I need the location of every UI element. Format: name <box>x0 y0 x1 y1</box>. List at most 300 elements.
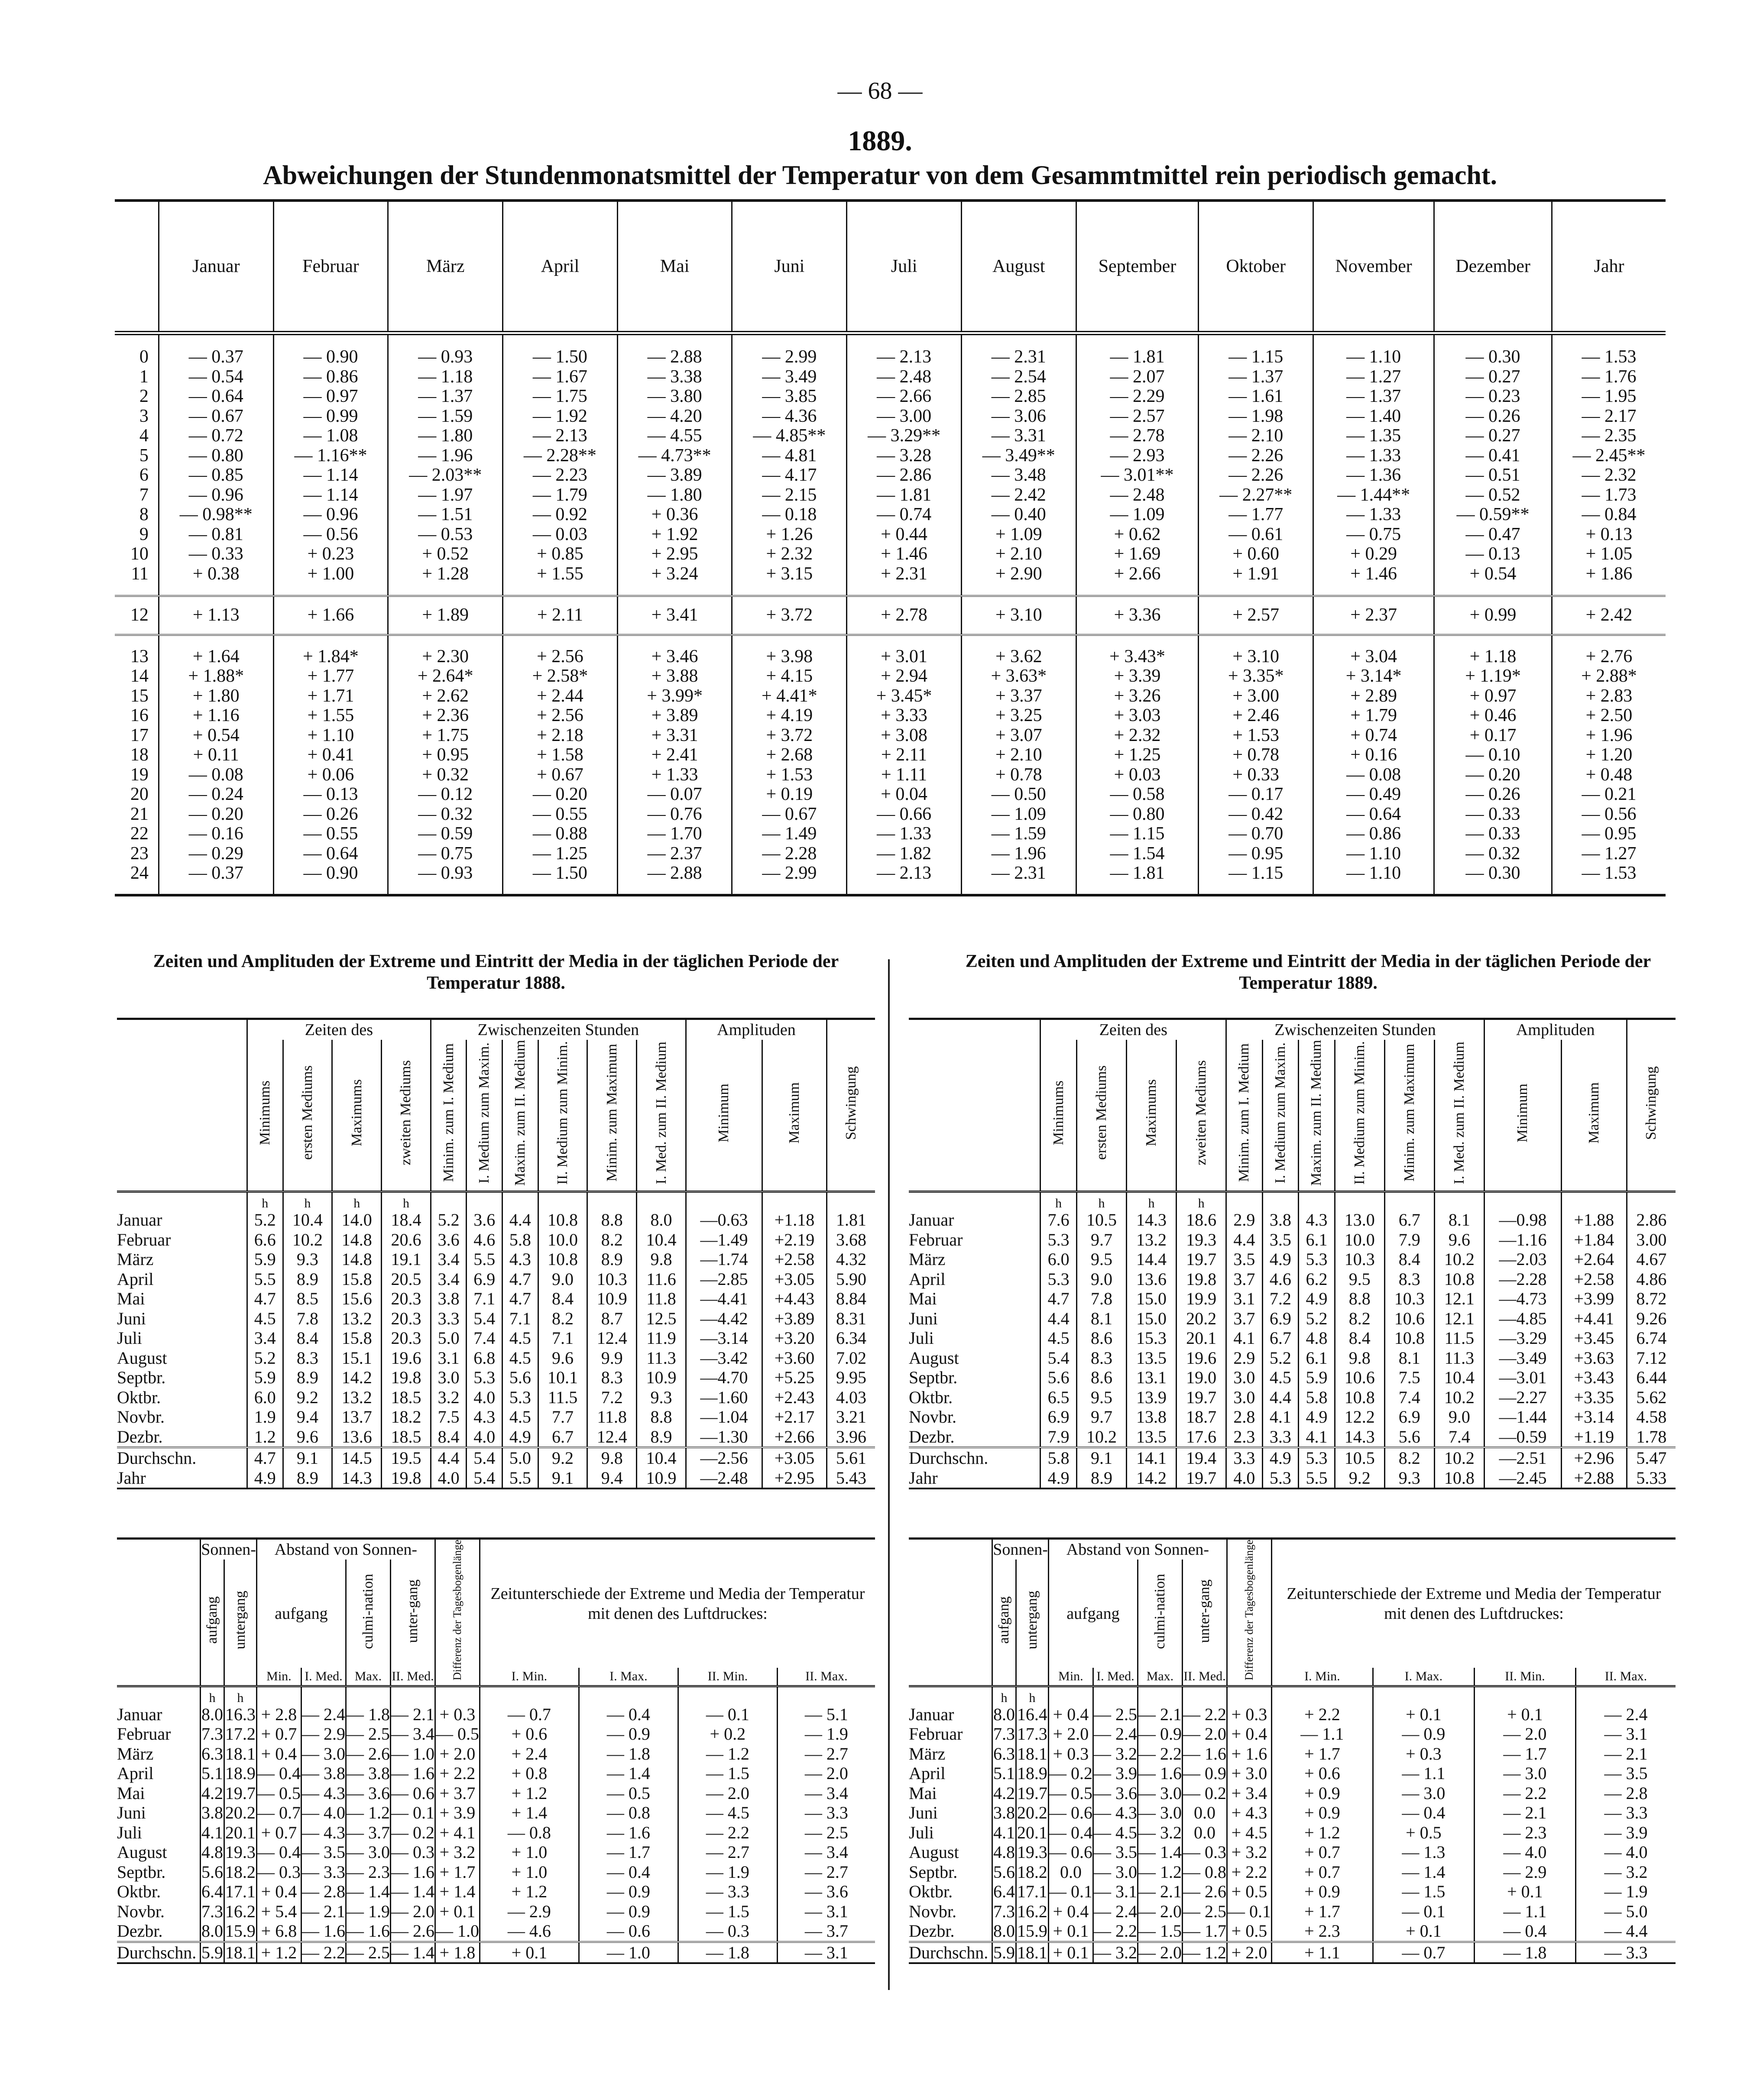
table-row <box>117 1230 875 1250</box>
column-header: Minimums <box>1050 1080 1066 1145</box>
value-cell: — 3.3 <box>1575 1803 1676 1823</box>
value-cell: 10.8 <box>1434 1468 1484 1489</box>
column-header: ersten Mediums <box>1093 1065 1109 1160</box>
month-header: Dezember <box>1434 201 1552 333</box>
value-cell: 5.62 <box>1627 1388 1676 1408</box>
value-cell: 5.9 <box>1299 1368 1335 1388</box>
value-cell: 8.9 <box>283 1468 332 1489</box>
value-cell: 13.2 <box>332 1309 382 1329</box>
summary-row <box>909 1942 1676 1964</box>
value-cell: 9.8 <box>1335 1348 1384 1368</box>
value-cell: 4.58 <box>1627 1407 1676 1427</box>
value-cell: + 2.11 <box>503 596 618 635</box>
value-cell: 12.4 <box>587 1427 637 1448</box>
value-cell: 5.5 <box>247 1269 283 1289</box>
value-cell: + 4.5 <box>1227 1823 1271 1843</box>
value-cell: 3.8 <box>992 1803 1016 1823</box>
value-cell: 4.2 <box>992 1783 1016 1803</box>
year-heading: 1889. <box>848 125 912 157</box>
value-cell: + 1.7 <box>1271 1744 1373 1764</box>
value-cell: 8.8 <box>587 1210 637 1230</box>
value-cell: 7.9 <box>1040 1427 1077 1448</box>
value-cell: 12.1 <box>1434 1309 1484 1329</box>
value-cell: 4.6 <box>467 1230 502 1250</box>
month-label: Januar <box>117 1210 162 1230</box>
value-cell: 3.1 <box>431 1348 467 1368</box>
value-cell: + 0.7 <box>1271 1862 1373 1882</box>
value-cell: 5.3 <box>1262 1468 1299 1489</box>
value-cell: — 2.88 — 3.38 — 3.80 — 4.20 — 4.55 — 4.73** — 3.89 — 1.80 + 0.36 + 1.92 + 2.95 + 3.24 <box>617 333 732 596</box>
value-cell: 4.9 <box>1040 1468 1077 1489</box>
value-cell: — 4.0 <box>1474 1842 1575 1862</box>
value-cell: — 3.5 <box>301 1842 345 1862</box>
value-cell: + 0.4 <box>1048 1902 1093 1922</box>
value-cell: 20.2 <box>1177 1309 1226 1329</box>
table-row <box>909 1724 1676 1744</box>
value-cell: — 0.6 <box>1049 1803 1092 1823</box>
value-cell: 8.4 <box>538 1289 587 1309</box>
value-cell: 4.3 <box>467 1407 502 1427</box>
value-cell: 7.8 <box>283 1309 332 1329</box>
value-cell: + 3.10 <box>961 596 1076 635</box>
table-row <box>909 1230 1676 1250</box>
value-cell: — 2.3 <box>346 1862 390 1882</box>
value-cell: + 0.6 <box>480 1724 579 1744</box>
value-cell: + 1.6 <box>1227 1744 1271 1764</box>
value-cell: + 4.1 <box>435 1823 480 1843</box>
unit-label: h <box>332 1192 382 1210</box>
value-cell: + 0.1 <box>1474 1882 1575 1902</box>
value-cell: 15.3 <box>1126 1328 1176 1348</box>
value-cell: 5.3 <box>1299 1447 1335 1468</box>
value-cell: 9.95 <box>827 1368 875 1388</box>
value-cell: 5.0 <box>431 1328 467 1348</box>
table-row <box>117 1427 875 1448</box>
month-label: Novbr. <box>117 1901 165 1921</box>
value-cell: — 0.4 <box>1474 1921 1575 1942</box>
table-row <box>115 333 1666 596</box>
month-label: Februar <box>117 1230 171 1249</box>
value-cell: + 1.1 <box>1271 1942 1373 1964</box>
value-cell: +2.96 <box>1562 1447 1627 1468</box>
value-cell: + 3.7 <box>435 1783 480 1803</box>
value-cell: 18.2 <box>382 1407 431 1427</box>
value-cell: 19.3 <box>1177 1230 1226 1250</box>
value-cell: — 1.6 <box>391 1763 434 1783</box>
value-cell: + 1.4 <box>480 1803 579 1823</box>
value-cell: + 2.2 <box>1271 1705 1373 1725</box>
value-cell: — 1.4 <box>579 1763 678 1783</box>
value-cell: — 3.8 <box>346 1763 390 1783</box>
column-header: Differenz der Tagesbogenlänge <box>451 1540 463 1680</box>
value-cell: — 0.8 <box>1183 1862 1226 1882</box>
value-cell: —4.73 <box>1484 1289 1561 1309</box>
value-cell: 9.5 <box>1076 1388 1126 1408</box>
value-cell: — 1.3 <box>1373 1842 1474 1862</box>
value-cell: + 0.5 <box>1373 1823 1474 1843</box>
value-cell: — 2.7 <box>777 1862 875 1882</box>
value-cell: 5.6 <box>1040 1368 1077 1388</box>
value-cell: — 2.5 <box>1093 1704 1137 1724</box>
value-cell: 4.5 <box>1040 1328 1077 1348</box>
value-cell: — 3.0 <box>1474 1763 1575 1783</box>
table-row <box>117 1763 875 1783</box>
value-cell: — 2.0 <box>391 1901 434 1921</box>
value-cell: — 0.4 <box>257 1842 301 1862</box>
value-cell: — 3.0 <box>301 1744 345 1763</box>
value-cell: 9.5 <box>1335 1269 1384 1289</box>
month-label: Februar <box>909 1724 963 1744</box>
column-header: Maxim. zum II. Medium <box>512 1040 528 1186</box>
group-amplituden: Amplituden <box>686 1019 827 1040</box>
value-cell: +3.99 <box>1562 1289 1627 1309</box>
value-cell: — 4.6 <box>480 1921 579 1942</box>
value-cell: 13.2 <box>1126 1230 1176 1250</box>
value-cell: 4.6 <box>1262 1269 1299 1289</box>
value-cell: 4.86 <box>1627 1269 1676 1289</box>
value-cell: + 3.72 <box>732 596 847 635</box>
value-cell: +4.41 <box>1562 1309 1627 1329</box>
month-header: Juni <box>732 201 847 333</box>
value-cell: 8.9 <box>283 1368 332 1388</box>
unit-label: h <box>1076 1192 1126 1210</box>
value-cell: — 3.1 <box>777 1902 875 1922</box>
value-cell: — 2.9 <box>1474 1862 1575 1882</box>
value-cell: +2.43 <box>762 1388 827 1408</box>
value-cell: 7.5 <box>1384 1368 1434 1388</box>
value-cell: — 1.2 <box>1182 1942 1227 1964</box>
value-cell: —4.70 <box>686 1368 762 1388</box>
value-cell: 8.0 <box>201 1921 224 1942</box>
sun-1888-table <box>117 1537 875 1964</box>
value-cell: 5.6 <box>201 1862 224 1882</box>
table-row <box>909 1823 1676 1843</box>
value-cell: 4.4 <box>1262 1388 1299 1408</box>
value-cell: — 1.6 <box>346 1921 390 1942</box>
table-row <box>909 1388 1676 1408</box>
value-cell: 19.3 <box>1016 1842 1048 1862</box>
extremes-1888-title: Zeiten und Amplituden der Extreme und Eintritt der Media in der täglichen Periode der Temperatur 1888. <box>153 951 839 993</box>
value-cell: 6.7 <box>1262 1328 1299 1348</box>
value-cell: — 0.1 <box>1227 1901 1271 1921</box>
column-header: Maximums <box>1143 1079 1160 1147</box>
value-cell: — 2.9 <box>301 1724 345 1744</box>
table-row <box>115 596 1666 635</box>
value-cell: +3.14 <box>1562 1407 1627 1427</box>
value-cell: 8.4 <box>283 1328 332 1348</box>
value-cell: — 1.2 <box>1138 1862 1182 1882</box>
value-cell: — 0.1 <box>678 1705 777 1725</box>
value-cell: 13.6 <box>332 1427 382 1448</box>
value-cell: +4.43 <box>762 1289 827 1309</box>
value-cell: 14.8 <box>332 1249 382 1269</box>
month-header: Juli <box>847 201 962 333</box>
column-header: ersten Mediums <box>299 1065 315 1160</box>
value-cell: +2.58 <box>762 1249 827 1269</box>
month-label: März <box>909 1249 946 1269</box>
table-row <box>117 1823 875 1843</box>
table-row <box>909 1705 1676 1725</box>
value-cell: — 0.7 <box>257 1803 301 1823</box>
value-cell: +2.66 <box>762 1427 827 1448</box>
value-cell: — 4.0 <box>301 1803 345 1823</box>
value-cell: 7.4 <box>1384 1388 1434 1408</box>
value-cell: 15.8 <box>332 1328 382 1348</box>
table-row <box>117 1705 875 1725</box>
value-cell: 6.4 <box>201 1882 224 1902</box>
value-cell: + 1.8 <box>435 1942 480 1964</box>
value-cell: — 3.3 <box>678 1882 777 1902</box>
value-cell: 6.34 <box>827 1328 875 1348</box>
value-cell: 17.3 <box>1016 1724 1048 1744</box>
value-cell: + 3.9 <box>435 1803 480 1823</box>
table-row <box>117 1902 875 1922</box>
value-cell: 16.4 <box>1016 1705 1048 1725</box>
value-cell: + 0.1 <box>435 1902 480 1922</box>
value-cell: —1.30 <box>686 1427 762 1448</box>
value-cell: 5.6 <box>992 1862 1016 1882</box>
subheader: II. Min. <box>678 1668 777 1686</box>
value-cell: — 2.4 <box>1093 1901 1137 1921</box>
value-cell: + 3.46 + 3.88 + 3.99* + 3.89 + 3.31 + 2.41 + 1.33 — 0.07 — 0.76 — 1.70 — 2.37 — 2.88 <box>617 635 732 895</box>
value-cell: — 1.1 <box>1271 1724 1373 1744</box>
table-row <box>909 1249 1676 1269</box>
value-cell: — 3.5 <box>1093 1842 1137 1862</box>
value-cell: 8.0 <box>201 1705 224 1725</box>
table-row <box>909 1348 1676 1368</box>
value-cell: + 2.0 <box>1048 1724 1093 1744</box>
value-cell: 8.1 <box>1076 1309 1126 1329</box>
value-cell: —0.98 <box>1484 1210 1561 1230</box>
value-cell: 5.8 <box>1040 1447 1077 1468</box>
month-label: April <box>117 1763 154 1783</box>
value-cell: + 2.4 <box>480 1744 579 1764</box>
value-cell: 4.1 <box>1299 1427 1335 1448</box>
value-cell: 15.8 <box>332 1269 382 1289</box>
value-cell: 12.5 <box>637 1309 686 1329</box>
month-label: Juli <box>909 1328 934 1348</box>
value-cell: 5.4 <box>467 1309 502 1329</box>
value-cell: 20.2 <box>1016 1803 1048 1823</box>
value-cell: 5.2 <box>1262 1348 1299 1368</box>
value-cell: 10.2 <box>1434 1388 1484 1408</box>
value-cell: 19.9 <box>1177 1289 1226 1309</box>
subheader: II. Max. <box>777 1668 875 1686</box>
summary-row <box>117 1447 875 1468</box>
value-cell: — 1.8 <box>1474 1942 1575 1964</box>
value-cell: + 3.0 <box>1227 1763 1271 1783</box>
value-cell: 5.6 <box>1384 1427 1434 1448</box>
value-cell: 19.1 <box>382 1249 431 1269</box>
value-cell: — 3.0 <box>1138 1783 1182 1803</box>
value-cell: 3.7 <box>1226 1309 1263 1329</box>
month-label: Juli <box>909 1822 934 1842</box>
value-cell: 6.9 <box>1262 1309 1299 1329</box>
value-cell: 15.9 <box>224 1921 256 1942</box>
value-cell: — 3.3 <box>777 1803 875 1823</box>
value-cell: 9.0 <box>1434 1407 1484 1427</box>
table-row <box>117 1921 875 1942</box>
table-row <box>909 1744 1676 1764</box>
value-cell: 4.0 <box>467 1427 502 1448</box>
value-cell: — 0.5 <box>579 1783 678 1803</box>
value-cell: 10.3 <box>587 1269 637 1289</box>
value-cell: 14.4 <box>1126 1249 1176 1269</box>
value-cell: 13.0 <box>1335 1210 1384 1230</box>
value-cell: 3.00 <box>1627 1230 1676 1250</box>
value-cell: 8.8 <box>1335 1289 1384 1309</box>
value-cell: —0.63 <box>686 1210 762 1230</box>
month-label: Mai <box>117 1289 145 1309</box>
subheader: I. Min. <box>480 1668 579 1686</box>
value-cell: — 1.0 <box>435 1921 480 1942</box>
subheader: Min. <box>256 1668 301 1686</box>
subheader: I. Med. <box>1093 1668 1138 1686</box>
value-cell: + 0.7 <box>1271 1842 1373 1862</box>
value-cell: —2.45 <box>1484 1468 1561 1489</box>
summary-label: Jahr <box>117 1468 146 1488</box>
subheader: Max. <box>1138 1668 1182 1686</box>
group-abstand: Abstand von Sonnen- <box>1048 1539 1227 1560</box>
value-cell: 5.4 <box>467 1468 502 1489</box>
value-cell: 19.7 <box>1177 1468 1226 1489</box>
value-cell: 11.5 <box>1434 1328 1484 1348</box>
value-cell: + 3.98 + 4.15 + 4.41* + 4.19 + 3.72 + 2.68 + 1.53 + 0.19 — 0.67 — 1.49 — 2.28 — 2.99 <box>732 635 847 895</box>
value-cell: 3.21 <box>827 1407 875 1427</box>
column-header: Minimums <box>256 1080 273 1145</box>
value-cell: 4.67 <box>1627 1249 1676 1269</box>
value-cell: — 1.10 — 1.27 — 1.37 — 1.40 — 1.35 — 1.33 — 1.36 — 1.44** — 1.33 — 0.75 + 0.29 + 1.46 <box>1313 333 1434 596</box>
month-label: Juli <box>117 1822 142 1842</box>
value-cell: 9.7 <box>1076 1230 1126 1250</box>
value-cell: 15.0 <box>1126 1289 1176 1309</box>
value-cell: — 1.6 <box>1138 1763 1182 1783</box>
value-cell: 9.5 <box>1076 1249 1126 1269</box>
value-cell: 5.61 <box>827 1447 875 1468</box>
value-cell: 5.3 <box>502 1388 538 1408</box>
value-cell: 4.5 <box>502 1328 538 1348</box>
table-row <box>117 1388 875 1408</box>
value-cell: — 1.2 <box>346 1803 390 1823</box>
value-cell: 6.44 <box>1627 1368 1676 1388</box>
value-cell: 8.6 <box>1076 1368 1126 1388</box>
value-cell: 9.0 <box>1076 1269 1126 1289</box>
value-cell: — 0.30 — 0.27 — 0.23 — 0.26 — 0.27 — 0.41 — 0.51 — 0.52 — 0.59** — 0.47 — 0.13 + 0.54 <box>1434 333 1552 596</box>
value-cell: 7.1 <box>467 1289 502 1309</box>
group-abstand: Abstand von Sonnen- <box>256 1539 435 1560</box>
value-cell: 4.3 <box>1299 1210 1335 1230</box>
value-cell: 3.8 <box>431 1289 467 1309</box>
value-cell: + 2.37 <box>1313 596 1434 635</box>
value-cell: — 1.53 — 1.76 — 1.95 — 2.17 — 2.35 — 2.45** — 2.32 — 1.73 — 0.84 + 0.13 + 1.05 + 1.86 <box>1552 333 1666 596</box>
value-cell: +3.89 <box>762 1309 827 1329</box>
value-cell: 10.5 <box>1335 1447 1384 1468</box>
value-cell: 5.9 <box>247 1249 283 1269</box>
value-cell: +3.05 <box>762 1269 827 1289</box>
value-cell: 14.3 <box>1335 1427 1384 1448</box>
value-cell: + 2.57 <box>1199 596 1313 635</box>
value-cell: 10.8 <box>1434 1269 1484 1289</box>
value-cell: — 3.6 <box>346 1783 390 1803</box>
value-cell: 4.9 <box>1262 1447 1299 1468</box>
unit-label: h <box>992 1686 1016 1705</box>
value-cell: 5.4 <box>467 1447 502 1468</box>
value-cell: — 3.0 <box>346 1842 390 1862</box>
column-divider <box>888 959 890 1990</box>
value-cell: 1.81 <box>827 1210 875 1230</box>
value-cell: — 2.5 <box>1183 1901 1226 1921</box>
value-cell: — 2.5 <box>346 1942 390 1964</box>
value-cell: + 1.7 <box>1271 1902 1373 1922</box>
column-header: zweiten Mediums <box>398 1060 414 1165</box>
value-cell: — 1.6 <box>301 1921 346 1942</box>
value-cell: — 2.5 <box>346 1724 390 1744</box>
value-cell: 7.3 <box>992 1724 1016 1744</box>
column-header: aufgang <box>1048 1560 1138 1668</box>
value-cell: — 3.0 <box>1093 1862 1137 1882</box>
unit-label: h <box>1177 1192 1226 1210</box>
value-cell: — 2.0 <box>678 1783 777 1803</box>
value-cell: — 2.13 — 2.48 — 2.66 — 3.00 — 3.29** — 3.28 — 2.86 — 1.81 — 0.74 + 0.44 + 1.46 + 2.31 <box>847 333 962 596</box>
value-cell: 6.7 <box>1384 1210 1434 1230</box>
value-cell: 5.6 <box>502 1368 538 1388</box>
table-row <box>117 1744 875 1764</box>
column-header: Maximum <box>1585 1082 1602 1144</box>
value-cell: 8.4 <box>1384 1249 1434 1269</box>
value-cell: 20.2 <box>224 1803 256 1823</box>
value-cell: 7.4 <box>1434 1427 1484 1448</box>
value-cell: — 3.4 <box>777 1842 875 1862</box>
value-cell: — 1.4 <box>1138 1842 1182 1862</box>
value-cell: — 4.4 <box>1575 1921 1676 1942</box>
value-cell: — 4.3 <box>301 1783 345 1803</box>
value-cell: 3.0 <box>431 1368 467 1388</box>
value-cell: +2.58 <box>1562 1269 1627 1289</box>
value-cell: — 3.2 <box>1093 1942 1138 1964</box>
page-number: — 68 — <box>837 78 923 104</box>
value-cell: 8.31 <box>827 1309 875 1329</box>
value-cell: 8.0 <box>992 1705 1016 1725</box>
column-header: Minim. zum Maximum <box>1401 1044 1417 1182</box>
value-cell: 8.0 <box>992 1921 1016 1942</box>
value-cell: 8.9 <box>1076 1468 1126 1489</box>
value-cell: + 0.3 <box>1373 1744 1474 1764</box>
value-cell: 4.4 <box>431 1447 467 1468</box>
value-cell: 17.1 <box>224 1882 256 1902</box>
value-cell: — 0.7 <box>480 1705 579 1725</box>
value-cell: 6.9 <box>1384 1407 1434 1427</box>
value-cell: 2.86 <box>1627 1210 1676 1230</box>
value-cell: — 2.0 <box>777 1763 875 1783</box>
value-cell: 0.0 <box>1182 1803 1227 1823</box>
value-cell: 14.1 <box>1126 1447 1176 1468</box>
value-cell: 13.8 <box>1126 1407 1176 1427</box>
summary-row <box>117 1468 875 1489</box>
value-cell: +3.05 <box>762 1447 827 1468</box>
value-cell: + 1.89 <box>388 596 503 635</box>
value-cell: + 3.10 + 3.35* + 3.00 + 2.46 + 1.53 + 0.78 + 0.33 — 0.17 — 0.42 — 0.70 — 0.95 — 1.15 <box>1199 635 1313 895</box>
value-cell: — 4.3 <box>1093 1803 1137 1823</box>
value-cell: — 1.9 <box>777 1724 875 1744</box>
value-cell: 3.2 <box>431 1388 467 1408</box>
value-cell: 1.9 <box>247 1407 283 1427</box>
value-cell: 6.3 <box>201 1744 224 1764</box>
value-cell: + 0.5 <box>1227 1921 1271 1942</box>
value-cell: — 2.2 <box>678 1823 777 1843</box>
value-cell: 13.5 <box>1126 1427 1176 1448</box>
value-cell: — 2.7 <box>678 1842 777 1862</box>
value-cell: 5.5 <box>467 1249 502 1269</box>
